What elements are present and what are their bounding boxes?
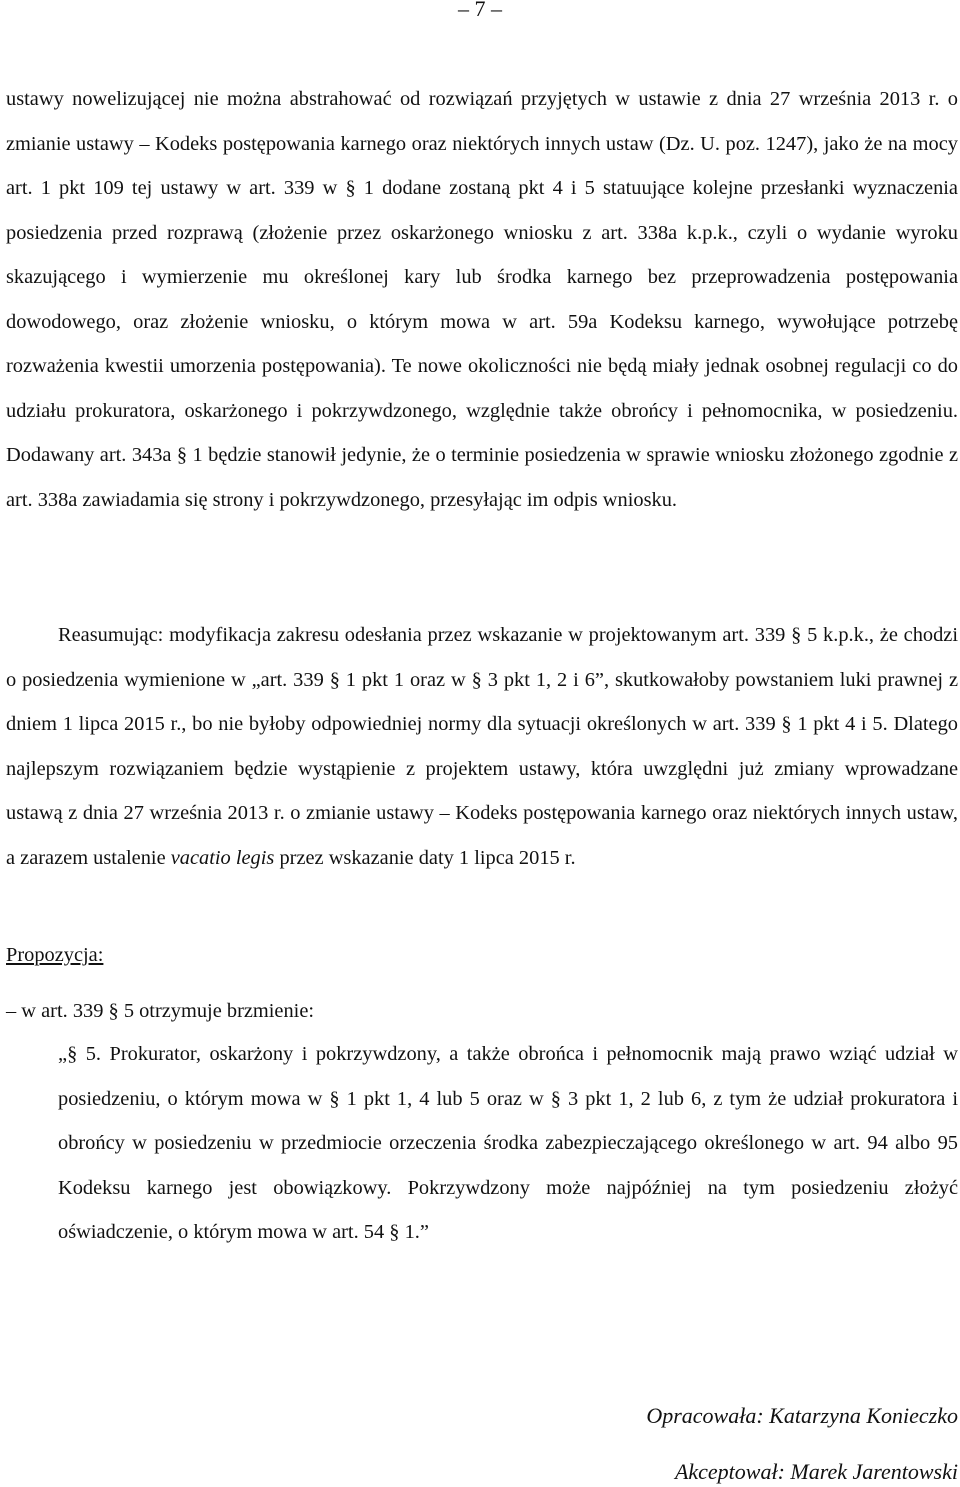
amendment-text-b: 5 otrzymuje brzmienie: xyxy=(118,1000,315,1022)
quote-text-c: 1 pkt 1, 4 lub 5 oraz w xyxy=(339,1087,551,1110)
section-sign: § xyxy=(791,624,802,646)
paragraph-2-text-a: Reasumując: modyfikacja zakresu odesłania przez wskazanie w projektowanym art. 339 xyxy=(58,624,792,646)
section-sign: § xyxy=(329,668,340,691)
section-sign: § xyxy=(108,1000,119,1022)
quote-text-b: 5. Prokurator, oskarżony i pokrzywdzony, a także obrońca i pełnomocnik mają prawo wziąć udział w posiedzeniu, o którym mowa w xyxy=(58,1043,958,1110)
paragraph-1 xyxy=(6,77,958,522)
amendment-line xyxy=(6,989,314,1034)
page-number: – 7 – xyxy=(458,0,502,21)
section-sign: § xyxy=(781,713,792,735)
quote-open: „ xyxy=(58,1043,68,1065)
paragraph-2-text-e: 1 pkt 4 i 5. Dlatego najlepszym rozwiązaniem będzie wystąpienie z projektem ustawy, która uwzględni już zmiany wprowadzane ustawą z dnia 27 września 2013 r. o zmianie ustawy – Kodeks postępowania karnego oraz niektórych innych ustaw, a zarazem ustalenie xyxy=(6,713,958,869)
section-sign: § xyxy=(176,444,188,466)
prepared-by-signature: Opracowała: Katarzyna Konieczko xyxy=(646,1403,958,1428)
quote-text-e: 1.” xyxy=(399,1221,429,1243)
section-sign: § xyxy=(471,668,482,691)
paragraph-1-text-a: ustawy nowelizującej nie można abstrahować od rozwiązań przyjętych w ustawie z dnia 27 września 2013 r. o zmianie ustawy – Kodeks postępowania karnego oraz niektórych innych ustaw (Dz. U. poz. 1247), jako że na mocy art. 1 pkt 109 tej ustawy w art. 339 w xyxy=(6,88,958,199)
vacatio-legis-term: vacatio legis xyxy=(170,846,275,869)
paragraph-1-text-b: 1 dodane zostaną pkt 4 i 5 statuujące kolejne przesłanki wyznaczenia posiedzenia przed rozprawą (złożenie przez oskarżonego wniosku z art. 338a k.p.k., czyli o wydanie wyroku skazującego i wymierzenie mu określonej kary lub środka karnego bez przeprowadzenia postępowania dowodowego, oraz złożenie wniosku, o którym mowa w art. 59a Kodeksu karnego, wywołujące potrzebę rozważenia kwestii umorzenia postępowania). Te nowe okoliczności nie będą miały jednak osobnej regulacji co do udziału prokuratora, oskarżonego i pokrzywdzonego, względnie także obrońcy i pełnomocnika, w posiedzeniu. Dodawany art. 343a xyxy=(6,177,958,466)
paragraph-2-text-d: 3 pkt 1, 2 i 6”, skutkowałoby powstaniem luki prawnej z dniem 1 lipca 2015 r., bo nie byłoby odpowiedniej normy dla sytuacji określonych w art. 339 xyxy=(6,668,958,735)
section-sign: § xyxy=(389,1221,400,1243)
proposed-provision-text xyxy=(58,1032,958,1255)
paragraph-2-text-f: przez wskazanie daty 1 lipca 2015 r. xyxy=(274,846,576,869)
paragraph-1-text-c: 1 będzie stanowił jedynie, że o terminie posiedzenia w sprawie wniosku złożonego zgodnie z art. 338a zawiadamia się strony i pokrzywdzonego, przesyłając im odpis wniosku. xyxy=(6,444,958,511)
section-sign: § xyxy=(550,1087,561,1110)
accepted-by-signature: Akceptował: Marek Jarentowski xyxy=(674,1459,958,1484)
amendment-text-a: – w art. 339 xyxy=(6,1000,109,1022)
paragraph-2-text-b: 5 k.p.k., że chodzi o posiedzenia wymienione w „art. 339 xyxy=(6,624,958,691)
proposal-heading: Propozycja: xyxy=(6,944,104,966)
section-sign: § xyxy=(67,1043,78,1065)
quote-text-d: 3 pkt 1, 2 lub 6, z tym że udział prokuratora i obrońcy w posiedzeniu w przedmiocie orzeczenia środka zabezpieczającego określonego w art. 94 albo 95 Kodeksu karnego jest obowiązkowy. Pokrzywdzony może najpóźniej na tym posiedzeniu złożyć oświadczenie, o którym mowa w art. 54 xyxy=(58,1087,959,1243)
paragraph-2 xyxy=(6,613,958,880)
paragraph-2-text-c: 1 pkt 1 oraz w xyxy=(339,668,472,691)
section-sign: § xyxy=(329,1087,340,1110)
section-sign: § xyxy=(345,177,356,199)
